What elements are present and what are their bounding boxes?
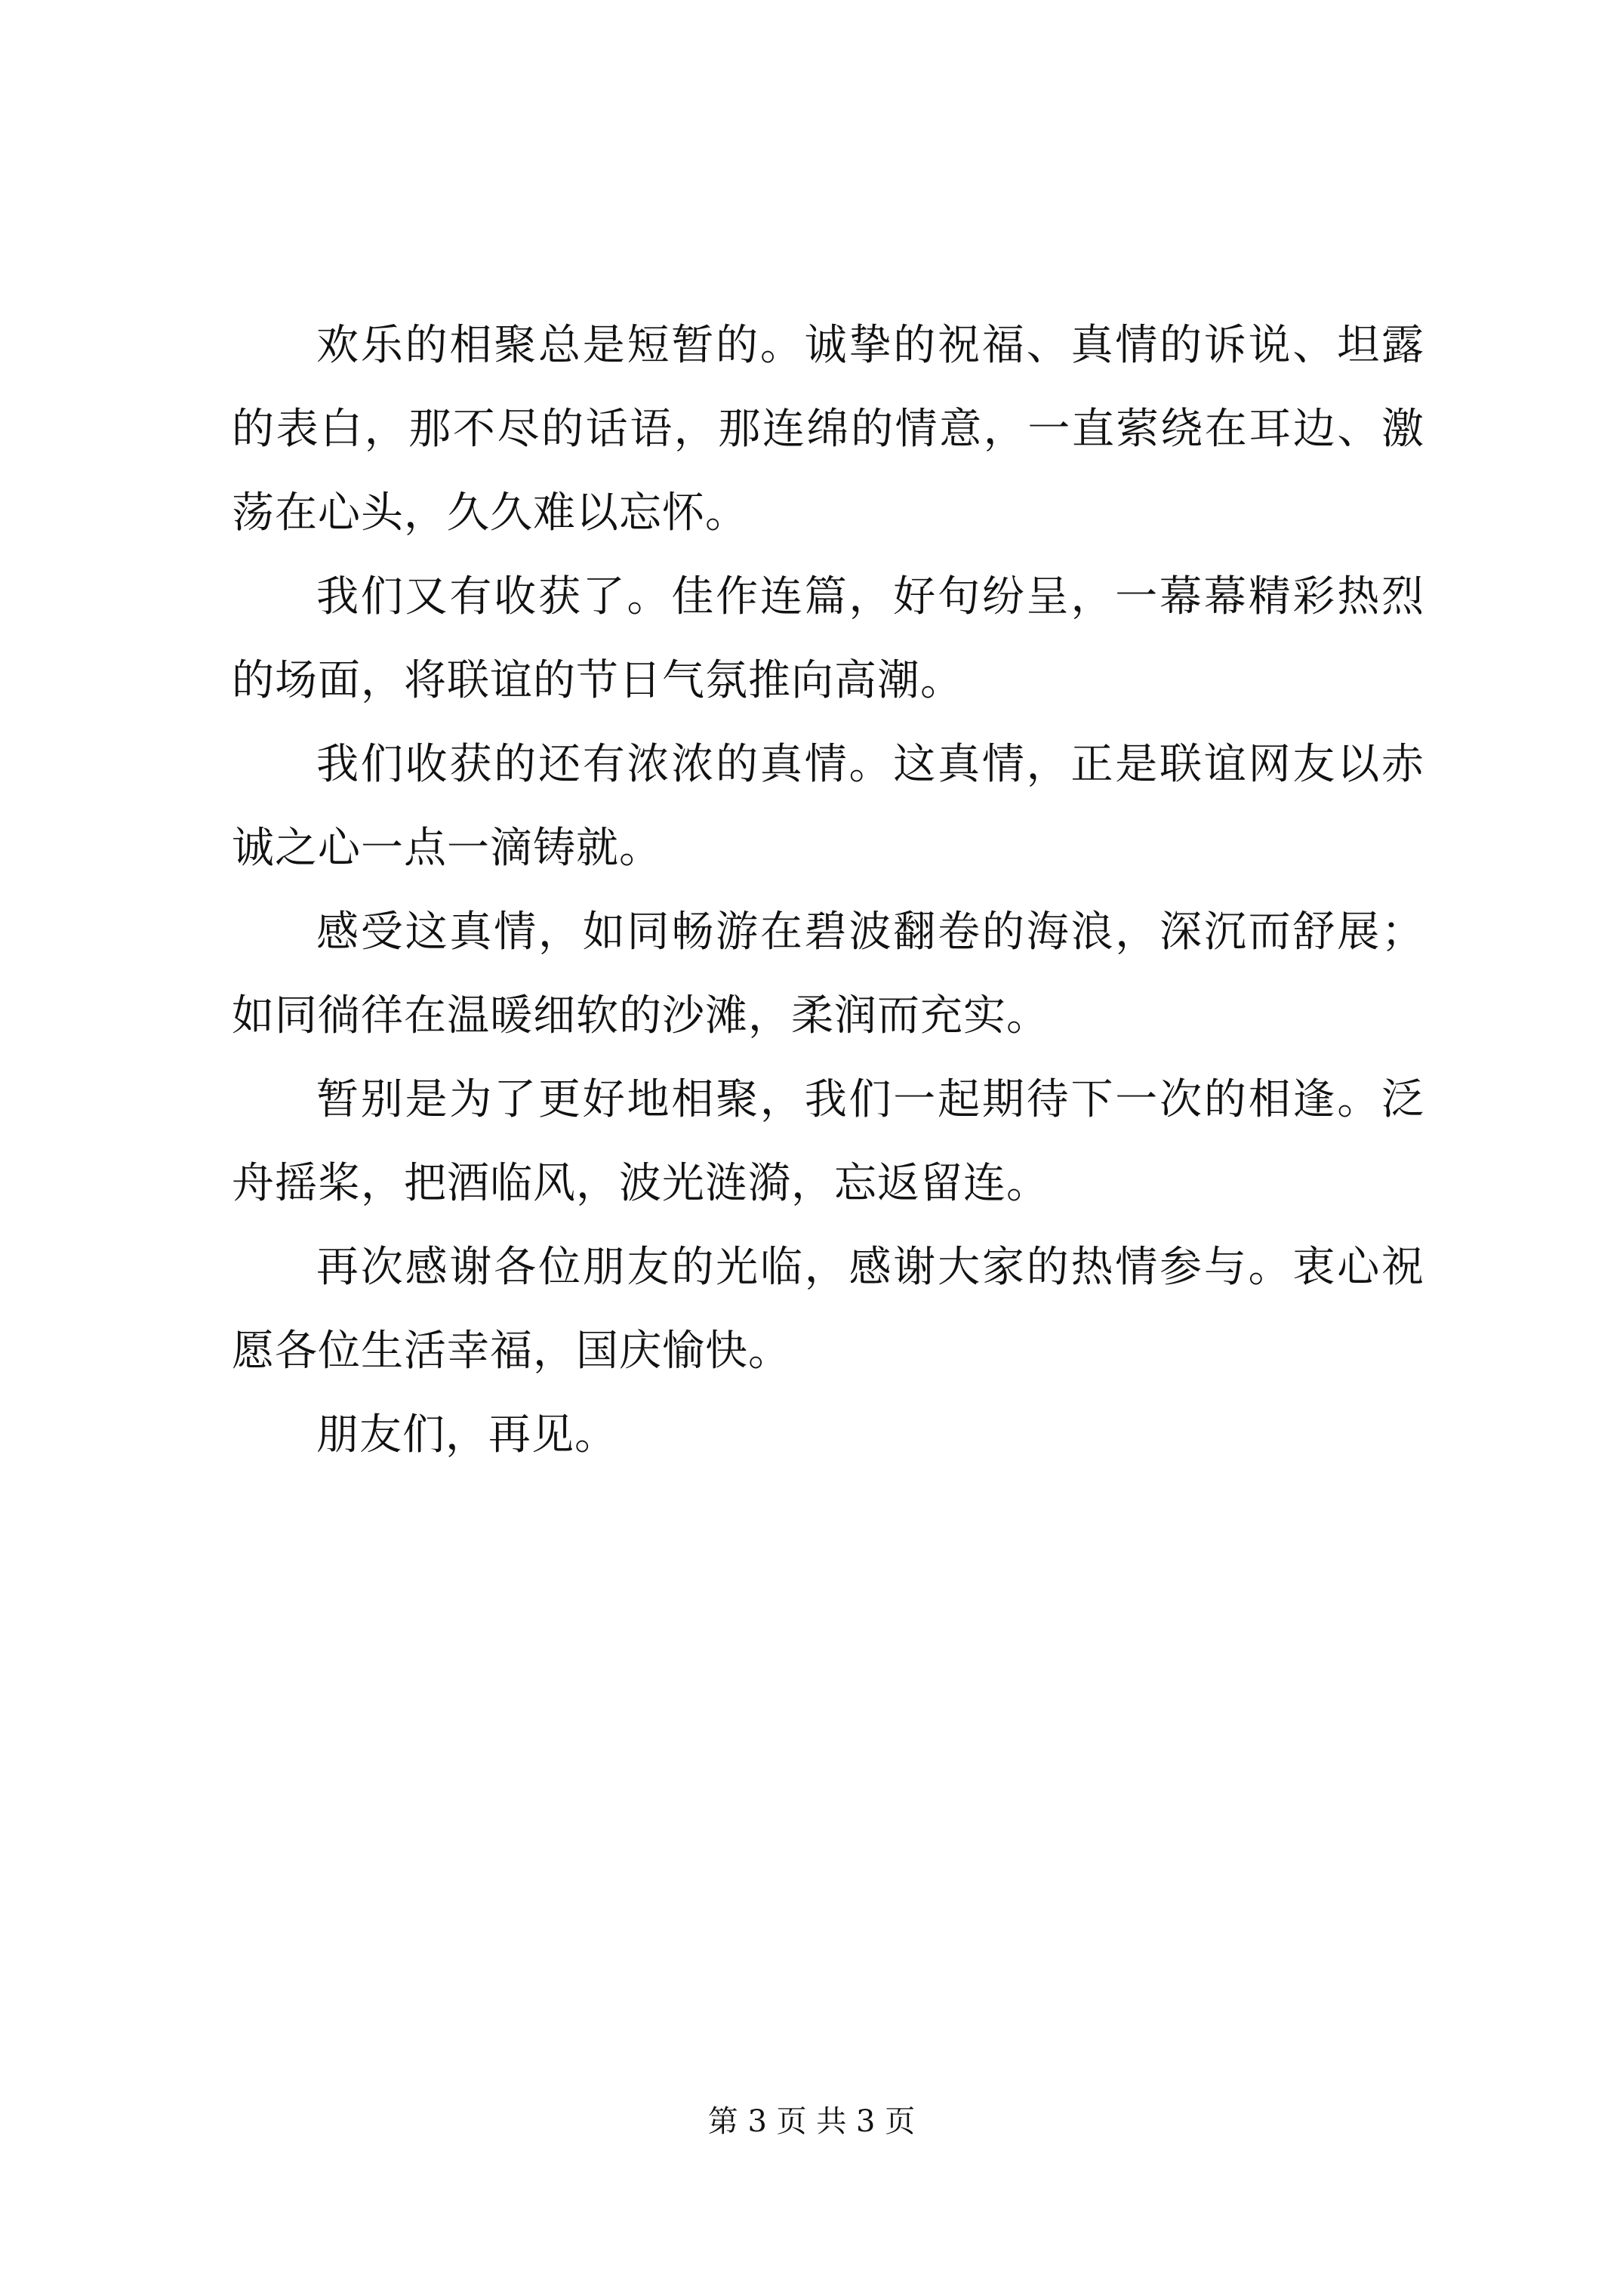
paragraph-feel-sincerity: 感受这真情，如同畅游在碧波翻卷的海浪，深沉而舒展；如同徜徉在温暖细软的沙滩，柔润而充实。 <box>232 908 1424 1040</box>
paragraph-thanks: 再次感谢各位朋友的光临，感谢大家的热情参与。衷心祝愿各位生活幸福，国庆愉快。 <box>232 1243 1424 1376</box>
document-body <box>232 304 1424 1477</box>
paragraph-true-feelings: 我们收获的还有浓浓的真情。这真情，正是联谊网友以赤诚之心一点一滴铸就。 <box>232 740 1424 873</box>
paragraph-harvest: 我们又有收获了。佳作连篇，好句纷呈，一幕幕精彩热烈的场面，将联谊的节日气氛推向高潮。 <box>232 572 1424 705</box>
paragraph-farewell: 欢乐的相聚总是短暂的。诚挚的祝福、真情的诉说、坦露的表白，那不尽的话语，那连绵的情意，一直萦绕在耳边、激荡在心头，久久难以忘怀。 <box>232 321 1424 538</box>
paragraph-goodbye: 朋友们，再见。 <box>316 1410 617 1459</box>
page-number-label: 第 3 页 共 3 页 <box>707 2104 916 2139</box>
page-footer <box>0 2099 1623 2144</box>
paragraph-next-meeting: 暂别是为了更好地相聚，我们一起期待下一次的相逢。泛舟摇桨，把酒临风，波光涟漪，忘返留连。 <box>232 1075 1424 1208</box>
